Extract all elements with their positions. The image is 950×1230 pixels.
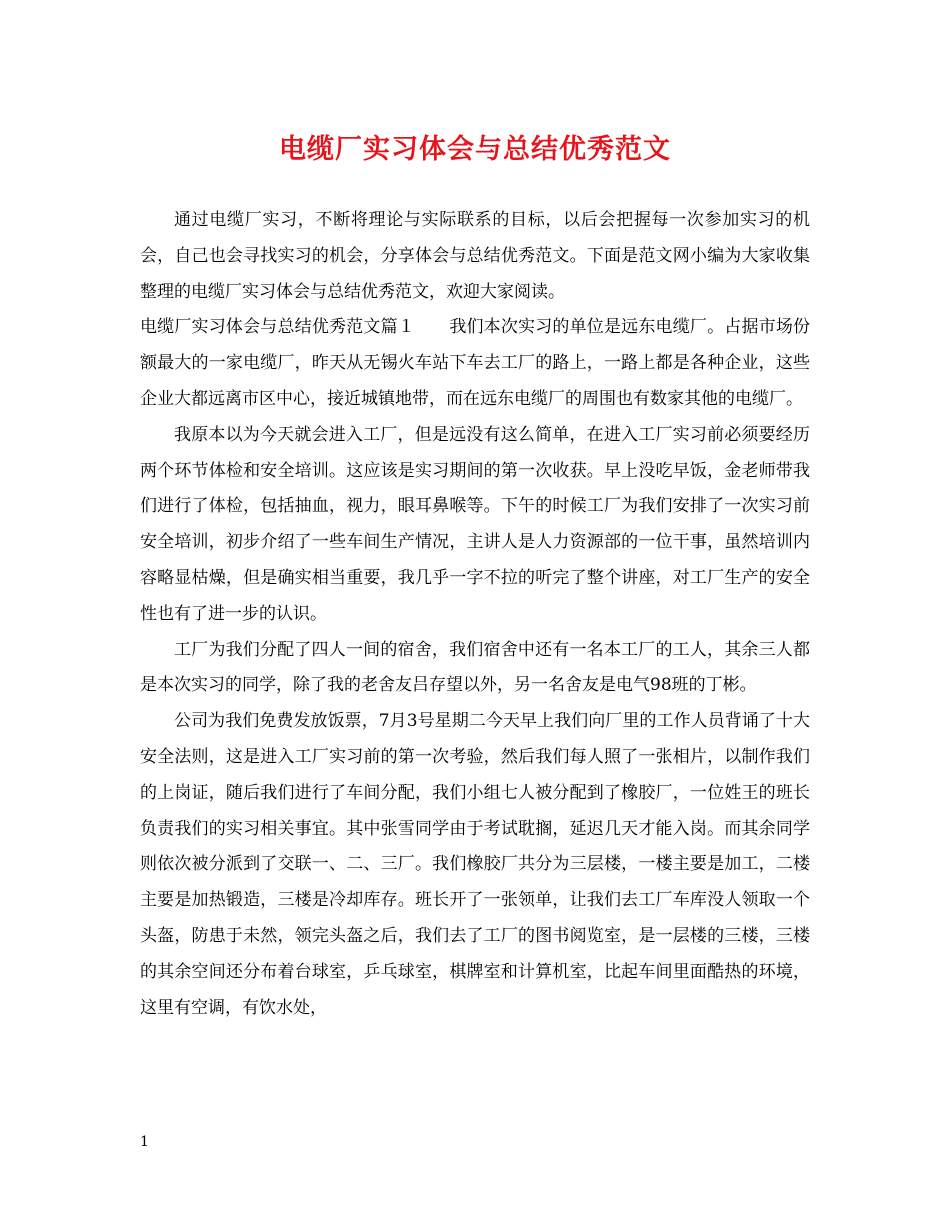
- paragraph-intro: 通过电缆厂实习，不断将理论与实际联系的目标，以后会把握每一次参加实习的机会，自己也会寻找实习的机会，分享体会与总结优秀范文。下面是范文网小编为大家收集整理的电缆厂实习体会与总结优秀范文，欢迎大家阅读。: [140, 210, 810, 302]
- page-number: 1: [140, 1134, 149, 1150]
- document-body: [140, 203, 810, 1026]
- paragraph-training: 我原本以为今天就会进入工厂，但是远没有这么简单，在进入工厂实习前必须要经历两个环节体检和安全培训。这应该是实习期间的第一次收获。早上没吃早饭，金老师带我们进行了体检，包括抽血，视力，眼耳鼻喉等。下午的时候工厂为我们安排了一次实习前安全培训，初步介绍了一些车间生产情况，主讲人是人力资源部的一位干事，虽然培训内容略显枯燥，但是确实相当重要，我几乎一字不拉的听完了整个讲座，对工厂生产的安全性也有了进一步的认识。: [140, 424, 810, 624]
- paragraph-section-1: 电缆厂实习体会与总结优秀范文篇１ 我们本次实习的单位是远东电缆厂。占据市场份额最大的一家电缆厂，昨天从无锡火车站下车去工厂的路上，一路上都是各种企业，这些企业大都远离市区中心，接近城镇地带，而在远东电缆厂的周围也有数家其他的电缆厂。: [140, 317, 810, 409]
- paragraph-meal-tickets: 公司为我们免费发放饭票，7月3号星期二今天早上我们向厂里的工作人员背诵了十大安全法则，这是进入工厂实习前的第一次考验，然后我们每人照了一张相片，以制作我们的上岗证，随后我们进行了车间分配，我们小组七人被分配到了橡胶厂，一位姓王的班长负责我们的实习相关事宜。其中张雪同学由于考试耽搁，延迟几天才能入岗。而其余同学则依次被分派到了交联一、二、三厂。我们橡胶厂共分为三层楼，一楼主要是加工，二楼主要是加热锻造，三楼是冷却库存。班长开了一张领单，让我们去工厂车库没人领取一个头盔，防患于未然，领完头盔之后，我们去了工厂的图书阅览室，是一层楼的三楼，三楼的其余空间还分布着台球室，乒乓球室，棋牌室和计算机室，比起车间里面酷热的环境，这里有空调，有饮水处，: [140, 711, 810, 1018]
- page-title: 电缆厂实习体会与总结优秀范文: [279, 134, 671, 165]
- paragraph-dormitory: 工厂为我们分配了四人一间的宿舍，我们宿舍中还有一名本工厂的工人，其余三人都是本次实习的同学，除了我的老舍友吕存望以外，另一名舍友是电气98班的丁彬。: [140, 639, 810, 696]
